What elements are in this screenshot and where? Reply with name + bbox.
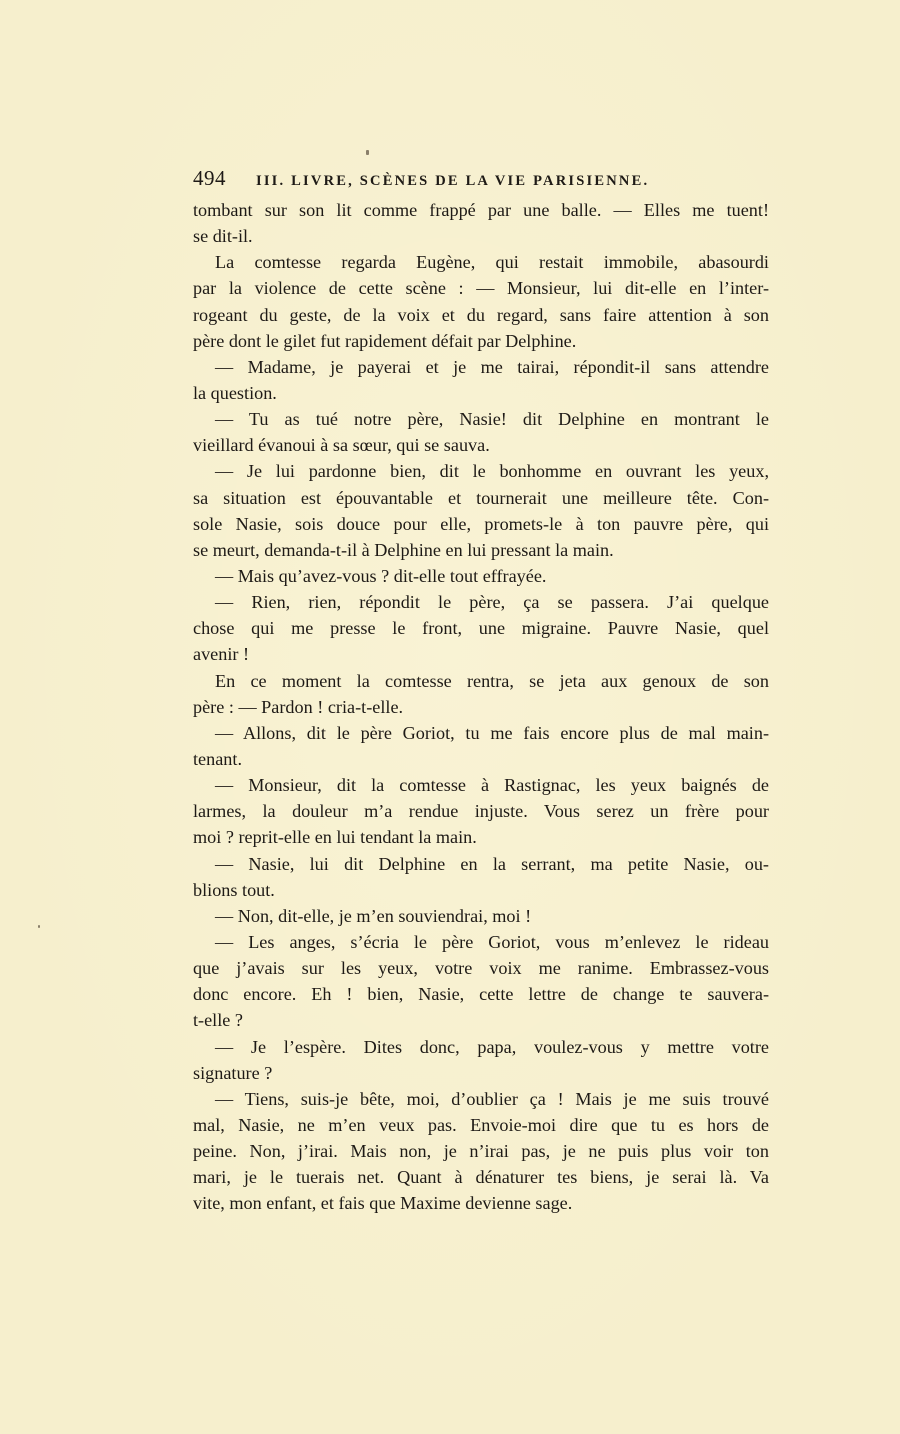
- text-line: — Allons, dit le père Goriot, tu me fais encore plus de mal main-: [215, 722, 769, 743]
- body-text: [193, 197, 769, 1216]
- text-line: chose qui me presse le front, une migraine. Pauvre Nasie, quel: [193, 618, 769, 639]
- page-header: [193, 166, 773, 192]
- text-line: se meurt, demanda-t-il à Delphine en lui pressant la main.: [193, 539, 614, 560]
- text-line: — Mais qu’avez-vous ? dit-elle tout effrayée.: [215, 565, 547, 586]
- text-line: donc encore. Eh ! bien, Nasie, cette lettre de change te sauvera-: [193, 984, 769, 1005]
- ink-speck: [38, 925, 40, 928]
- text-line: moi ? reprit-elle en lui tendant la main.: [193, 827, 477, 848]
- text-line: tombant sur son lit comme frappé par une balle. — Elles me tuent!: [193, 200, 769, 220]
- text-line: avenir !: [193, 644, 250, 665]
- text-line: signature ?: [193, 1062, 273, 1083]
- text-line: En ce moment la comtesse rentra, se jeta aux genoux de son: [215, 670, 769, 691]
- text-line: — Non, dit-elle, je m’en souviendrai, moi !: [215, 905, 532, 926]
- text-line: — Tu as tué notre père, Nasie! dit Delphine en montrant le: [215, 409, 769, 430]
- text-line: larmes, la douleur m’a rendue injuste. Vous serez un frère pour: [193, 801, 769, 822]
- text-line: mal, Nasie, ne m’en veux pas. Envoie-moi dire que tu es hors de: [193, 1114, 769, 1135]
- text-line: vite, mon enfant, et fais que Maxime devienne sage.: [193, 1193, 573, 1214]
- text-line: la question.: [193, 382, 277, 403]
- text-line: — Monsieur, dit la comtesse à Rastignac, les yeux baignés de: [215, 775, 769, 796]
- text-line: — Les anges, s’écria le père Goriot, vous m’enlevez le rideau: [215, 931, 769, 952]
- text-line: vieillard évanoui à sa sœur, qui se sauva.: [193, 435, 490, 456]
- text-line: par la violence de cette scène : — Monsieur, lui dit-elle en l’inter-: [193, 278, 769, 299]
- text-line: rogeant du geste, de la voix et du regard, sans faire attention à son: [193, 304, 769, 325]
- text-line: — Tiens, suis-je bête, moi, d’oublier ça ! Mais je me suis trouvé: [215, 1088, 769, 1109]
- text-line: tenant.: [193, 748, 242, 769]
- text-line: sa situation est épouvantable et tournerait une meilleure tête. Con-: [193, 487, 769, 508]
- running-head: III. LIVRE, SCÈNES DE LA VIE PARISIENNE.: [256, 173, 650, 189]
- text-line: mari, je le tuerais net. Quant à dénaturer tes biens, je serai là. Va: [193, 1167, 769, 1188]
- page-number: 494: [193, 166, 226, 190]
- text-line: t-elle ?: [193, 1010, 243, 1031]
- text-line: père dont le gilet fut rapidement défait par Delphine.: [193, 330, 577, 351]
- ink-speck: [366, 150, 369, 155]
- text-line: peine. Non, j’irai. Mais non, je n’irai pas, je ne puis plus voir ton: [193, 1141, 769, 1162]
- text-line: — Rien, rien, répondit le père, ça se passera. J’ai quelque: [215, 592, 769, 613]
- text-line: que j’avais sur les yeux, votre voix me ranime. Embrassez-vous: [193, 958, 769, 979]
- text-line: blions tout.: [193, 879, 275, 900]
- text-line: se dit-il.: [193, 226, 253, 247]
- text-line: — Madame, je payerai et je me tairai, répondit-il sans attendre: [215, 356, 769, 377]
- text-line: — Je l’espère. Dites donc, papa, voulez-vous y mettre votre: [215, 1036, 769, 1057]
- text-line: père : — Pardon ! cria-t-elle.: [193, 696, 404, 717]
- text-line: sole Nasie, sois douce pour elle, promets-le à ton pauvre père, qui: [193, 513, 769, 534]
- text-line: La comtesse regarda Eugène, qui restait immobile, abasourdi: [215, 252, 769, 273]
- text-line: — Nasie, lui dit Delphine en la serrant, ma petite Nasie, ou-: [215, 853, 769, 874]
- text-line: — Je lui pardonne bien, dit le bonhomme en ouvrant les yeux,: [215, 461, 769, 482]
